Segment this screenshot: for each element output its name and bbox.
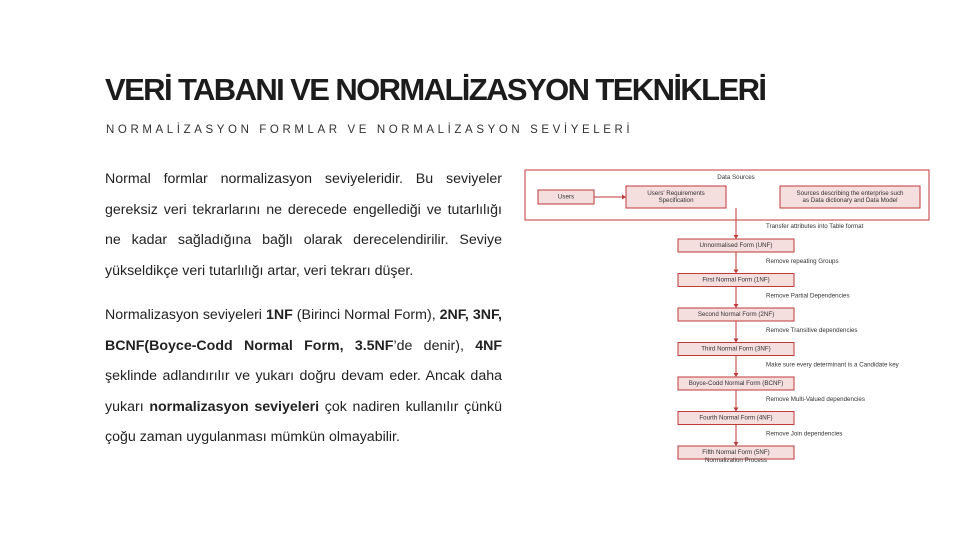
sources-box xyxy=(780,186,920,208)
paragraph-definition xyxy=(105,164,502,286)
form-box-5-label: Fourth Normal Form (4NF) xyxy=(699,414,773,422)
text-segment: normalizasyon seviyeleri xyxy=(149,398,320,415)
action-label-4: Remove Multi-Valued dependencies xyxy=(766,396,865,403)
sources-box-label: as Data dictionary and Data Model xyxy=(802,197,898,205)
users-box-label: Users xyxy=(557,193,575,201)
text-segment: 2NF, 3NF, BCNF(Boyce-Codd Normal Form, 3.5NF xyxy=(105,307,502,354)
text-segment: Normal formlar normalizasyon seviyeleridir. Bu seviyeler gereksiz veri tekrarlarını ne derecede engellediği ve tutarlılığı ne kadar sağladığına bağlı olarak derecelendirilir. Seviye yükseldikçe veri tutarlılığı artar, veri tekrarı düşer. xyxy=(105,171,502,279)
form-box-3 xyxy=(678,343,794,356)
action-label-1: Remove Partial Dependencies xyxy=(766,292,850,300)
requirements-box xyxy=(626,186,726,208)
action-label-5: Remove Join dependencies xyxy=(766,430,843,438)
form-box-5 xyxy=(678,412,794,425)
text-segment: (Birinci Normal Form), xyxy=(292,307,440,323)
diagram-canvas xyxy=(524,166,930,466)
form-box-6-label: Fifth Normal Form (5NF) xyxy=(702,449,770,457)
slide-title: VERİ TABANI VE NORMALİZASYON TEKNİKLERİ xyxy=(105,72,766,107)
paragraph-levels xyxy=(105,300,502,453)
text-segment: şeklinde adlandırılır ve yukarı doğru devam eder. Ancak daha yukarı xyxy=(105,368,502,415)
normalization-process-diagram xyxy=(524,166,930,466)
form-box-4-label: Boyce-Codd Normal Form (BCNF) xyxy=(688,380,784,388)
text-segment: 1NF xyxy=(265,307,293,323)
body-text xyxy=(105,164,502,453)
requirements-box-label: Users' Requirements xyxy=(647,190,705,198)
diagram-caption: Normalization Process xyxy=(705,457,767,464)
form-box-1-label: First Normal Form (1NF) xyxy=(702,276,770,284)
form-box-3-label: Third Normal Form (3NF) xyxy=(701,345,771,353)
form-box-2 xyxy=(678,308,794,321)
transfer-note: Transfer attributes into Table format xyxy=(766,223,864,230)
form-box-4 xyxy=(678,377,794,390)
action-label-2: Remove Transitive dependencies xyxy=(766,327,858,334)
action-label-3: Make sure every determinant is a Candidate key xyxy=(766,361,899,369)
form-box-0 xyxy=(678,239,794,252)
form-box-2-label: Second Normal Form (2NF) xyxy=(697,311,775,319)
sources-box-label: Sources describing the enterprise such xyxy=(796,190,904,198)
text-segment: ’de denir), xyxy=(393,337,476,354)
requirements-box-label: Specification xyxy=(658,197,694,205)
text-segment: 4NF xyxy=(475,337,502,354)
users-box xyxy=(538,190,594,204)
slide-subtitle: NORMALİZASYON FORMLAR VE NORMALİZASYON SEVİYELERİ xyxy=(106,124,634,136)
form-box-0-label: Unnormalised Form (UNF) xyxy=(699,242,773,250)
text-segment: Normalizasyon seviyeleri xyxy=(105,307,266,323)
action-label-0: Remove repeating Groups xyxy=(766,258,839,265)
text-segment: çok nadiren kullanılır çünkü çoğu zaman uygulanması mümkün olmayabilir. xyxy=(105,398,502,445)
data-sources-header: Data Sources xyxy=(717,174,755,181)
form-box-1 xyxy=(678,274,794,287)
